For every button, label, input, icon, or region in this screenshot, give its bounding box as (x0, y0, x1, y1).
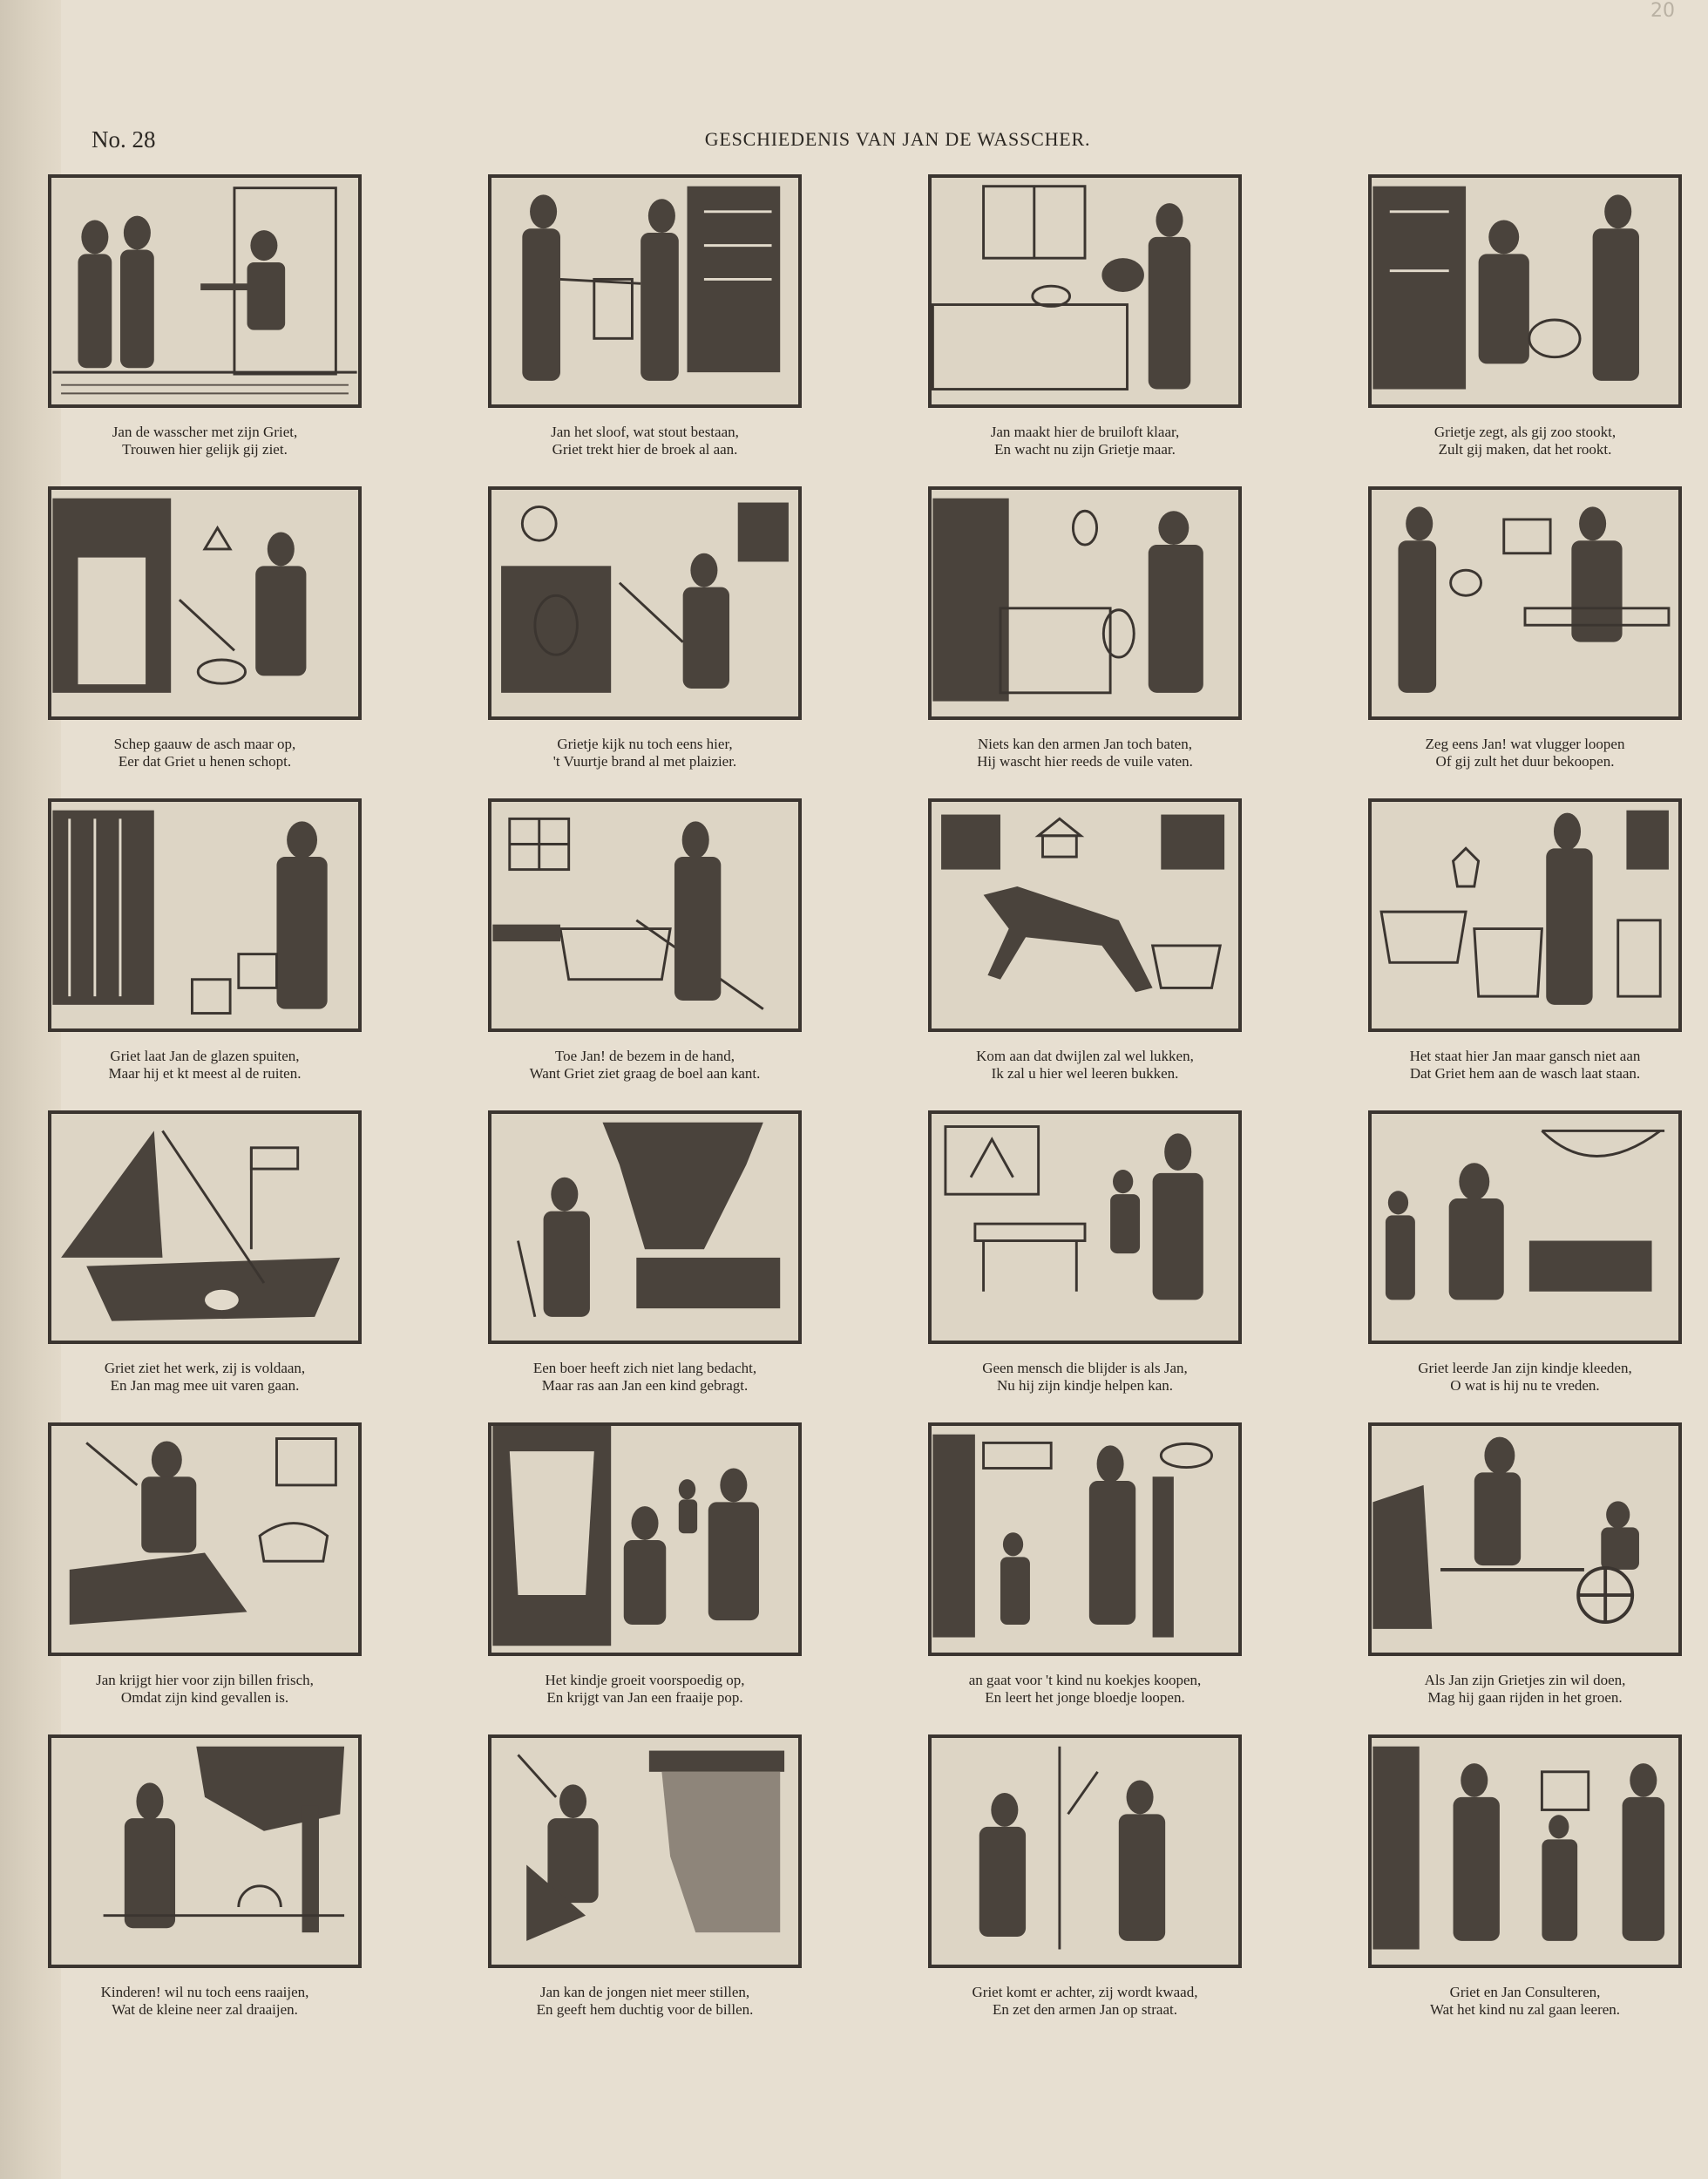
panel (479, 1110, 889, 1421)
panel-caption: Jan maakt hier de bruiloft klaar, En wacht nu zijn Grietje maar. (990, 424, 1180, 458)
panel-caption: Griet komt er achter, zij wordt kwaad, En zet den armen Jan op straat. (972, 1984, 1198, 2018)
woodcut-illustration (1368, 174, 1682, 408)
panel-caption: Een boer heeft zich niet lang bedacht, Maar ras aan Jan een kind gebragt. (532, 1360, 757, 1394)
panel-caption: Jan krijgt hier voor zijn billen frisch, Omdat zijn kind gevallen is. (96, 1672, 314, 1706)
panel (479, 798, 889, 1109)
woodcut-illustration (488, 1422, 802, 1656)
panel (919, 798, 1329, 1109)
panel-caption: Kinderen! wil nu toch eens raaijen, Wat de kleine neer zal draaijen. (100, 1984, 309, 2018)
woodcut-illustration (1368, 1422, 1682, 1656)
panel-caption: Het staat hier Jan maar gansch niet aan Dat Griet hem aan de wasch laat staan. (1409, 1048, 1641, 1082)
panel-caption: Toe Jan! de bezem in de hand, Want Griet ziet graag de boel aan kant. (529, 1048, 761, 1082)
panel (1359, 1734, 1708, 2045)
panel-caption: Niets kan den armen Jan toch baten, Hij wascht hier reeds de vuile vaten. (977, 736, 1193, 770)
panel-caption: Griet leerde Jan zijn kindje kleeden, O wat is hij nu te vreden. (1418, 1360, 1632, 1394)
woodcut-illustration (48, 174, 362, 408)
woodcut-illustration (488, 174, 802, 408)
panel (39, 1734, 449, 2045)
panel (919, 1422, 1329, 1733)
panel (1359, 798, 1708, 1109)
panel (1359, 486, 1708, 797)
panel (1359, 174, 1708, 485)
sheet-title: GESCHIEDENIS VAN JAN DE WASSCHER. (704, 128, 1091, 150)
panel-caption: Het kindje groeit voorspoedig op, En krijgt van Jan een fraaije pop. (545, 1672, 745, 1706)
woodcut-illustration (928, 174, 1242, 408)
woodcut-illustration (1368, 1110, 1682, 1344)
woodcut-illustration (1368, 798, 1682, 1032)
panel (919, 1734, 1329, 2045)
woodcut-illustration (928, 1110, 1242, 1344)
woodcut-illustration (488, 1110, 802, 1344)
woodcut-illustration (1368, 1734, 1682, 1968)
woodcut-illustration (1368, 486, 1682, 720)
panel (39, 174, 449, 485)
panel-caption: Kom aan dat dwijlen zal wel lukken, Ik zal u hier wel leeren bukken. (976, 1048, 1194, 1082)
woodcut-illustration (48, 1110, 362, 1344)
panel (919, 174, 1329, 485)
woodcut-illustration (488, 1734, 802, 1968)
woodcut-illustration (928, 1734, 1242, 1968)
panel-caption: Jan kan de jongen niet meer stillen, En geeft hem duchtig voor de billen. (536, 1984, 754, 2018)
woodcut-illustration (48, 1734, 362, 1968)
panel (919, 486, 1329, 797)
sheet-number: No. 28 (92, 126, 156, 153)
woodcut-illustration (488, 798, 802, 1032)
panel (39, 1422, 449, 1733)
woodcut-illustration (928, 1422, 1242, 1656)
panel-caption: Geen mensch die blijder is als Jan, Nu hij zijn kindje helpen kan. (982, 1360, 1188, 1394)
panel (39, 798, 449, 1109)
panel (39, 486, 449, 797)
woodcut-grid (39, 174, 1695, 2048)
woodcut-illustration (48, 1422, 362, 1656)
panel (479, 1734, 889, 2045)
panel (39, 1110, 449, 1421)
woodcut-illustration (48, 486, 362, 720)
panel (1359, 1422, 1708, 1733)
panel (919, 1110, 1329, 1421)
panel (1359, 1110, 1708, 1421)
woodcut-illustration (928, 798, 1242, 1032)
panel-caption: Als Jan zijn Grietjes zin wil doen, Mag hij gaan rijden in het groen. (1424, 1672, 1626, 1706)
panel (479, 1422, 889, 1733)
panel (479, 174, 889, 485)
panel-caption: Jan de wasscher met zijn Griet, Trouwen hier gelijk gij ziet. (112, 424, 298, 458)
pencil-mark: 20 (1650, 0, 1675, 22)
woodcut-illustration (488, 486, 802, 720)
panel (479, 486, 889, 797)
panel-caption: Jan het sloof, wat stout bestaan, Griet trekt hier de broek al aan. (551, 424, 739, 458)
panel-caption: Schep gaauw de asch maar op, Eer dat Griet u henen schopt. (113, 736, 296, 770)
panel-caption: Griet laat Jan de glazen spuiten, Maar hij et kt meest al de ruiten. (108, 1048, 302, 1082)
panel-caption: Grietje zegt, als gij zoo stookt, Zult gij maken, dat het rookt. (1434, 424, 1616, 458)
panel-caption: Grietje kijk nu toch eens hier, 't Vuurtje brand al met plaizier. (552, 736, 737, 770)
panel-caption: an gaat voor 't kind nu koekjes koopen, En leert het jonge bloedje loopen. (968, 1672, 1202, 1706)
woodcut-illustration (48, 798, 362, 1032)
panel-caption: Griet en Jan Consulteren, Wat het kind nu zal gaan leeren. (1429, 1984, 1621, 2018)
woodcut-illustration (928, 486, 1242, 720)
panel-caption: Zeg eens Jan! wat vlugger loopen Of gij zult het duur bekoopen. (1425, 736, 1625, 770)
panel-caption: Griet ziet het werk, zij is voldaan, En Jan mag mee uit varen gaan. (104, 1360, 306, 1394)
